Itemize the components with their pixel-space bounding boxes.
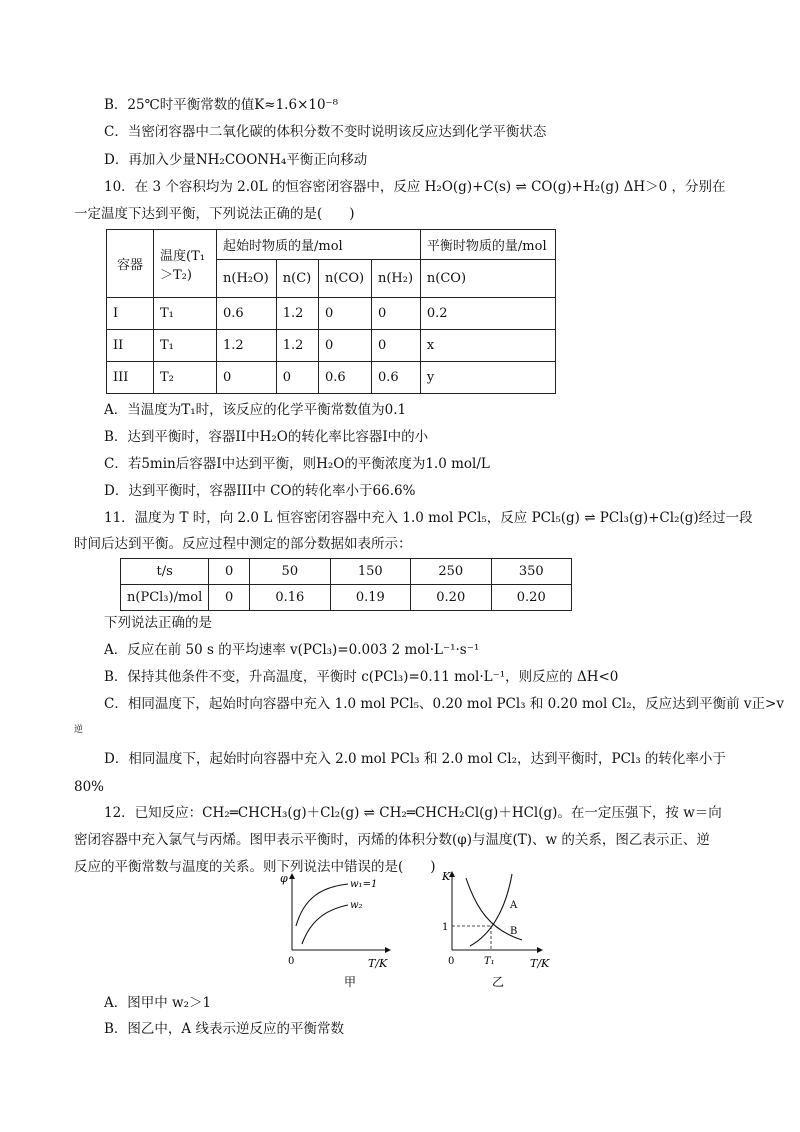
q10-table — [106, 229, 556, 394]
table-cell: 0.6 — [371, 362, 420, 394]
table-cell: 1.2 — [276, 298, 318, 330]
q9-option-d: D．再加入少量NH₂COONH₄平衡正向移动 — [104, 152, 368, 168]
origin-label: 0 — [288, 956, 295, 967]
curve-w2 — [302, 905, 348, 944]
table-cell: 0 — [209, 559, 250, 585]
table-cell: 0 — [371, 298, 420, 330]
q11-stem-line1: 11．温度为 T 时，向 2.0 L 恒容密闭容器中充入 1.0 mol PCl₅，反应 PCl₅(g) ⇌ PCl₃(g)+Cl₂(g)经过一段 — [104, 510, 753, 526]
figure-yi — [440, 868, 558, 992]
q10-col-nh2: n(H₂) — [371, 260, 420, 298]
table-cell: 0.6 — [318, 362, 371, 394]
curve-w2-label: w₂ — [350, 900, 363, 911]
q10-option-d: D．达到平衡时，容器III中 CO的转化率小于66.6% — [104, 483, 416, 499]
table-cell: II — [107, 330, 154, 362]
q10-stem-line2: 一定温度下达到平衡，下列说法正确的是( ) — [74, 206, 355, 222]
table-cell: 0.19 — [330, 585, 410, 611]
table-cell: 0.2 — [420, 298, 555, 330]
line-a-increasing — [470, 874, 512, 946]
table-cell: T₁ — [154, 298, 217, 330]
table-cell: 0 — [217, 362, 277, 394]
table-cell: 0 — [209, 585, 250, 611]
table-cell: III — [107, 362, 154, 394]
q10-option-a: A．当温度为T₁时，该反应的化学平衡常数值为0.1 — [104, 402, 407, 418]
q12-option-a: A．图甲中 w₂＞1 — [104, 995, 212, 1011]
q11-stem-line2: 时间后达到平衡。反应过程中测定的部分数据如表所示： — [74, 536, 412, 552]
y-tick-1: 1 — [442, 922, 449, 933]
table-cell: I — [107, 298, 154, 330]
curve-w1 — [296, 884, 348, 926]
table-cell: T₂ — [154, 362, 217, 394]
q10-col-nh2o: n(H₂O) — [217, 260, 277, 298]
table-cell: x — [420, 330, 555, 362]
figure-caption: 乙 — [492, 975, 505, 989]
q9-option-c: C．当密闭容器中二氧化碳的体积分数不变时说明该反应达到化学平衡状态 — [104, 124, 547, 140]
q10-col-nco: n(CO) — [318, 260, 371, 298]
q11-option-d-line2: 80% — [74, 779, 105, 795]
table-cell: 50 — [250, 559, 330, 585]
table-cell: 350 — [491, 559, 572, 585]
q9-option-b: B．25℃时平衡常数的值K≈1.6×10⁻⁸ — [104, 97, 339, 113]
q10-header-temp: 温度(T₁＞T₂) — [154, 230, 217, 298]
q10-col-nc: n(C) — [276, 260, 318, 298]
curve-w1-label: w₁=1 — [350, 879, 378, 890]
table-cell: y — [420, 362, 555, 394]
table-cell: 0 — [276, 362, 318, 394]
q11-option-c-line2: 逆 — [74, 725, 84, 735]
table-cell: t/s — [121, 559, 209, 585]
q10-option-c: C．若5min后容器I中达到平衡，则H₂O的平衡浓度为1.0 mol/L — [104, 456, 490, 472]
q11-option-a: A．反应在前 50 s 的平均速率 v(PCl₃)=0.003 2 mol·L⁻¹·s⁻¹ — [104, 642, 480, 658]
q11-intro: 下列说法正确的是 — [104, 615, 212, 631]
q10-col-nco-eq: n(CO) — [420, 260, 555, 298]
x-axis-label: T/K — [368, 957, 388, 970]
table-cell: n(PCl₃)/mol — [121, 585, 209, 611]
table-cell: 0 — [318, 330, 371, 362]
q10-header-start: 起始时物质的量/mol — [217, 230, 421, 260]
y-axis-label: K — [442, 870, 451, 883]
figure-caption: 甲 — [344, 975, 357, 989]
q12-stem-line3: 反应的平衡常数与温度的关系。则下列说法中错误的是( ) — [74, 859, 436, 875]
table-cell: 0.16 — [250, 585, 330, 611]
figure-jia — [276, 870, 406, 992]
x-axis-label: T/K — [530, 957, 550, 970]
line-a-label: A — [510, 900, 518, 911]
table-cell: 1.2 — [276, 330, 318, 362]
origin-label: 0 — [448, 956, 455, 967]
q11-table — [120, 558, 572, 611]
x-tick-t1: T₁ — [484, 956, 495, 967]
table-cell: 0.20 — [491, 585, 572, 611]
q10-stem-line1: 10．在 3 个容积均为 2.0L 的恒容密闭容器中，反应 H₂O(g)+C(s) ⇌ CO(g)+H₂(g) ΔH＞0 ，分别在 — [104, 179, 726, 195]
table-cell: 150 — [330, 559, 410, 585]
y-axis-label: φ — [280, 872, 288, 885]
q12-option-b: B．图乙中，A 线表示逆反应的平衡常数 — [104, 1021, 344, 1037]
table-cell: 0.20 — [411, 585, 491, 611]
line-b-label: B — [510, 926, 518, 937]
q12-stem-line2: 密闭容器中充入氯气与丙烯。图甲表示平衡时，丙烯的体积分数(φ)与温度(T)、w 的关系，图乙表示正、逆 — [74, 832, 710, 848]
q10-option-b: B．达到平衡时，容器II中H₂O的转化率比容器I中的小 — [104, 429, 429, 445]
q10-header-container: 容器 — [107, 230, 154, 298]
table-cell: 0.6 — [217, 298, 277, 330]
q11-option-c-line1: C．相同温度下，起始时向容器中充入 1.0 mol PCl₅、0.20 mol PCl₃ 和 0.20 mol Cl₂，反应达到平衡前 v正>v — [104, 696, 784, 712]
table-cell: 250 — [411, 559, 491, 585]
q12-stem-line1: 12．已知反应：CH₂═CHCH₃(g)＋Cl₂(g) ⇌ CH₂═CHCH₂Cl(g)＋HCl(g)。在一定压强下，按 w＝向 — [104, 805, 722, 821]
table-cell: 0 — [371, 330, 420, 362]
table-cell: 0 — [318, 298, 371, 330]
table-cell: T₁ — [154, 330, 217, 362]
q10-header-eq: 平衡时物质的量/mol — [420, 230, 555, 260]
q11-option-d-line1: D．相同温度下，起始时向容器中充入 2.0 mol PCl₃ 和 2.0 mol Cl₂，达到平衡时，PCl₃ 的转化率小于 — [104, 751, 726, 767]
table-cell: 1.2 — [217, 330, 277, 362]
q11-option-b: B．保持其他条件不变，升高温度，平衡时 c(PCl₃)=0.11 mol·L⁻¹，则反应的 ΔH<0 — [104, 669, 619, 685]
